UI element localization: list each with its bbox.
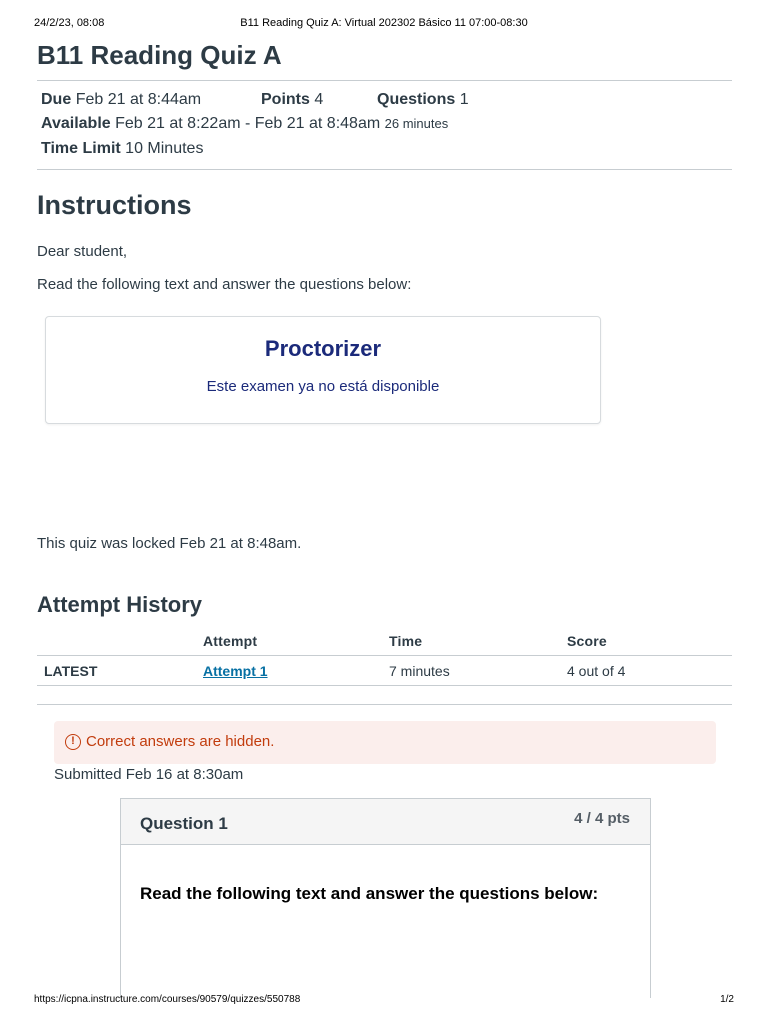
availability-detail bbox=[41, 115, 448, 133]
print-url: https://icpna.instructure.com/courses/90579/quizzes/550788 bbox=[34, 994, 301, 1005]
proctorizer-panel bbox=[45, 316, 601, 424]
questions-value: 1 bbox=[459, 91, 469, 108]
available-label: Available bbox=[41, 115, 111, 132]
alert-text: Correct answers are hidden. bbox=[86, 733, 275, 750]
question-points: 4 / 4 pts bbox=[574, 810, 630, 827]
print-page-number: 1/2 bbox=[720, 994, 734, 1005]
details-divider bbox=[37, 169, 732, 170]
instructions-heading: Instructions bbox=[37, 190, 192, 220]
column-header-time: Time bbox=[389, 633, 423, 649]
print-document-title: B11 Reading Quiz A: Virtual 202302 Básico 11 07:00-08:30 bbox=[240, 17, 528, 29]
instructions-body: Read the following text and answer the questions below: bbox=[37, 276, 412, 293]
print-header bbox=[34, 17, 734, 31]
print-date: 24/2/23, 08:08 bbox=[34, 17, 105, 29]
attempt-time: 7 minutes bbox=[389, 663, 450, 679]
questions-label: Questions bbox=[377, 91, 456, 108]
question-header bbox=[121, 799, 650, 845]
question-title: Question 1 bbox=[140, 814, 228, 833]
question-card bbox=[120, 798, 651, 998]
submission-time: Submitted Feb 16 at 8:30am bbox=[54, 766, 244, 783]
attempt-1-link[interactable]: Attempt 1 bbox=[203, 663, 268, 679]
proctorizer-title: Proctorizer bbox=[264, 336, 382, 361]
proctorizer-message: Este examen ya no está disponible bbox=[206, 378, 440, 395]
attempt-history-heading: Attempt History bbox=[37, 592, 203, 617]
title-divider bbox=[37, 80, 732, 81]
quiz-locked-notice: This quiz was locked Feb 21 at 8:48am. bbox=[37, 535, 302, 552]
page-title: B11 Reading Quiz A bbox=[37, 40, 282, 70]
points-detail bbox=[261, 91, 323, 109]
exclamation-circle-icon: ! bbox=[65, 734, 81, 750]
table-row-divider bbox=[37, 685, 732, 686]
question-text: Read the following text and answer the questions below: bbox=[140, 884, 599, 903]
attempt-score: 4 out of 4 bbox=[567, 663, 626, 679]
questions-detail bbox=[377, 91, 469, 109]
points-value: 4 bbox=[314, 91, 324, 108]
column-header-score: Score bbox=[567, 633, 607, 649]
due-value: Feb 21 at 8:44am bbox=[75, 91, 202, 108]
time-limit-value: 10 Minutes bbox=[125, 140, 204, 157]
quiz-details-row-1 bbox=[41, 91, 201, 109]
time-limit-label: Time Limit bbox=[41, 140, 121, 157]
print-footer bbox=[34, 994, 734, 1008]
time-limit-detail bbox=[41, 140, 203, 158]
submission-divider bbox=[37, 704, 732, 705]
points-label: Points bbox=[261, 91, 310, 108]
answers-hidden-alert bbox=[54, 721, 716, 764]
available-value: Feb 21 at 8:22am - Feb 21 at 8:48am bbox=[115, 115, 381, 132]
available-duration: 26 minutes bbox=[384, 116, 449, 131]
column-header-attempt: Attempt bbox=[203, 633, 258, 649]
due-label: Due bbox=[41, 91, 72, 108]
row-label-latest: LATEST bbox=[44, 663, 98, 679]
table-header-divider bbox=[37, 655, 732, 656]
instructions-greeting: Dear student, bbox=[37, 243, 128, 260]
